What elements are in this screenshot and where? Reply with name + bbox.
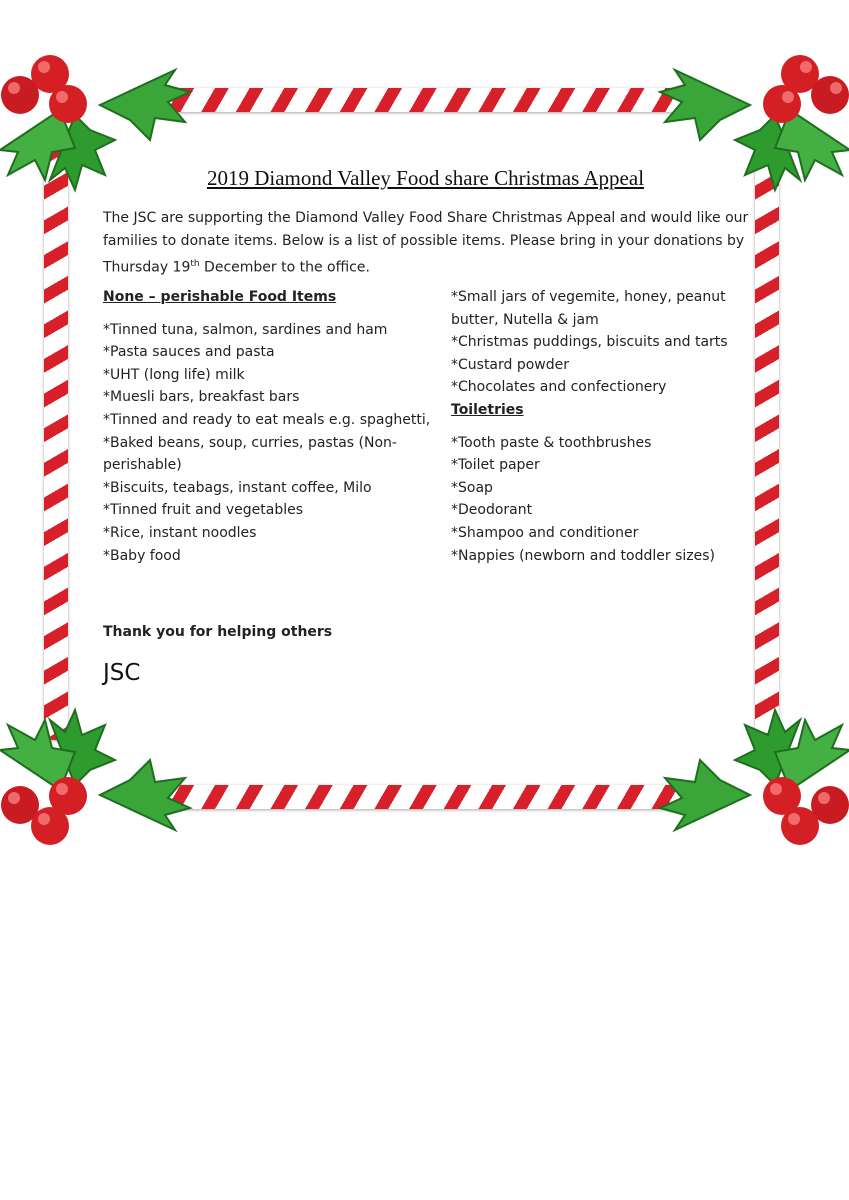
holly-corner-icon <box>0 700 210 870</box>
list-item: *UHT (long life) milk <box>103 366 245 383</box>
list-item: *Toilet paper <box>451 457 540 474</box>
toiletries-heading: Toiletries <box>451 401 524 418</box>
list-item: *Rice, instant noodles <box>103 524 257 541</box>
list-item: *Shampoo and conditioner <box>451 524 639 541</box>
list-item: *Tooth paste & toothbrushes <box>451 434 652 451</box>
list-item: *Tinned fruit and vegetables <box>103 502 304 519</box>
intro-paragraph <box>103 207 751 280</box>
list-item: *Small jars of vegemite, honey, peanut butter, Nutella & jam <box>451 289 726 328</box>
holly-corner-icon <box>640 700 849 870</box>
list-item: *Deodorant <box>451 502 533 519</box>
more-items-column <box>451 286 751 567</box>
list-item: *Nappies (newborn and toddler sizes) <box>451 547 715 564</box>
intro-date-suffix: th <box>190 259 200 269</box>
list-item: *Custard powder <box>451 356 570 373</box>
page-title: 2019 Diamond Valley Food share Christmas Appeal <box>206 166 645 190</box>
candy-cane-border-top <box>150 88 700 112</box>
intro-text-end: December to the office. <box>199 259 370 276</box>
thank-you-text: Thank you for helping others <box>103 624 333 640</box>
list-item: *Baked beans, soup, curries, pastas (Non-perishable) <box>103 434 397 474</box>
list-item: *Muesli bars, breakfast bars <box>103 389 300 406</box>
list-item: *Chocolates and confectionery <box>451 379 667 396</box>
list-item: *Tinned and ready to eat meals e.g. spaghetti, <box>103 411 431 428</box>
list-item: *Pasta sauces and pasta <box>103 344 275 361</box>
list-item: *Baby food <box>103 547 181 564</box>
list-item: *Christmas puddings, biscuits and tarts <box>451 334 728 351</box>
list-item: *Tinned tuna, salmon, sardines and ham <box>103 321 388 338</box>
candy-cane-border-bottom <box>150 785 700 809</box>
candy-cane-border-right <box>755 150 779 740</box>
food-items-heading: None – perishable Food Items <box>103 289 337 305</box>
intro-text: The JSC are supporting the Diamond Valley Food Share Christmas Appeal and would like our families to donate items. Below is a list of possible items. Please bring in your donations by Thursday 19 <box>103 210 749 276</box>
list-item: *Biscuits, teabags, instant coffee, Milo <box>103 479 372 496</box>
candy-cane-border-left <box>44 150 68 740</box>
signature: JSC <box>103 660 141 686</box>
food-items-column <box>103 286 433 567</box>
list-item: *Soap <box>451 479 493 496</box>
